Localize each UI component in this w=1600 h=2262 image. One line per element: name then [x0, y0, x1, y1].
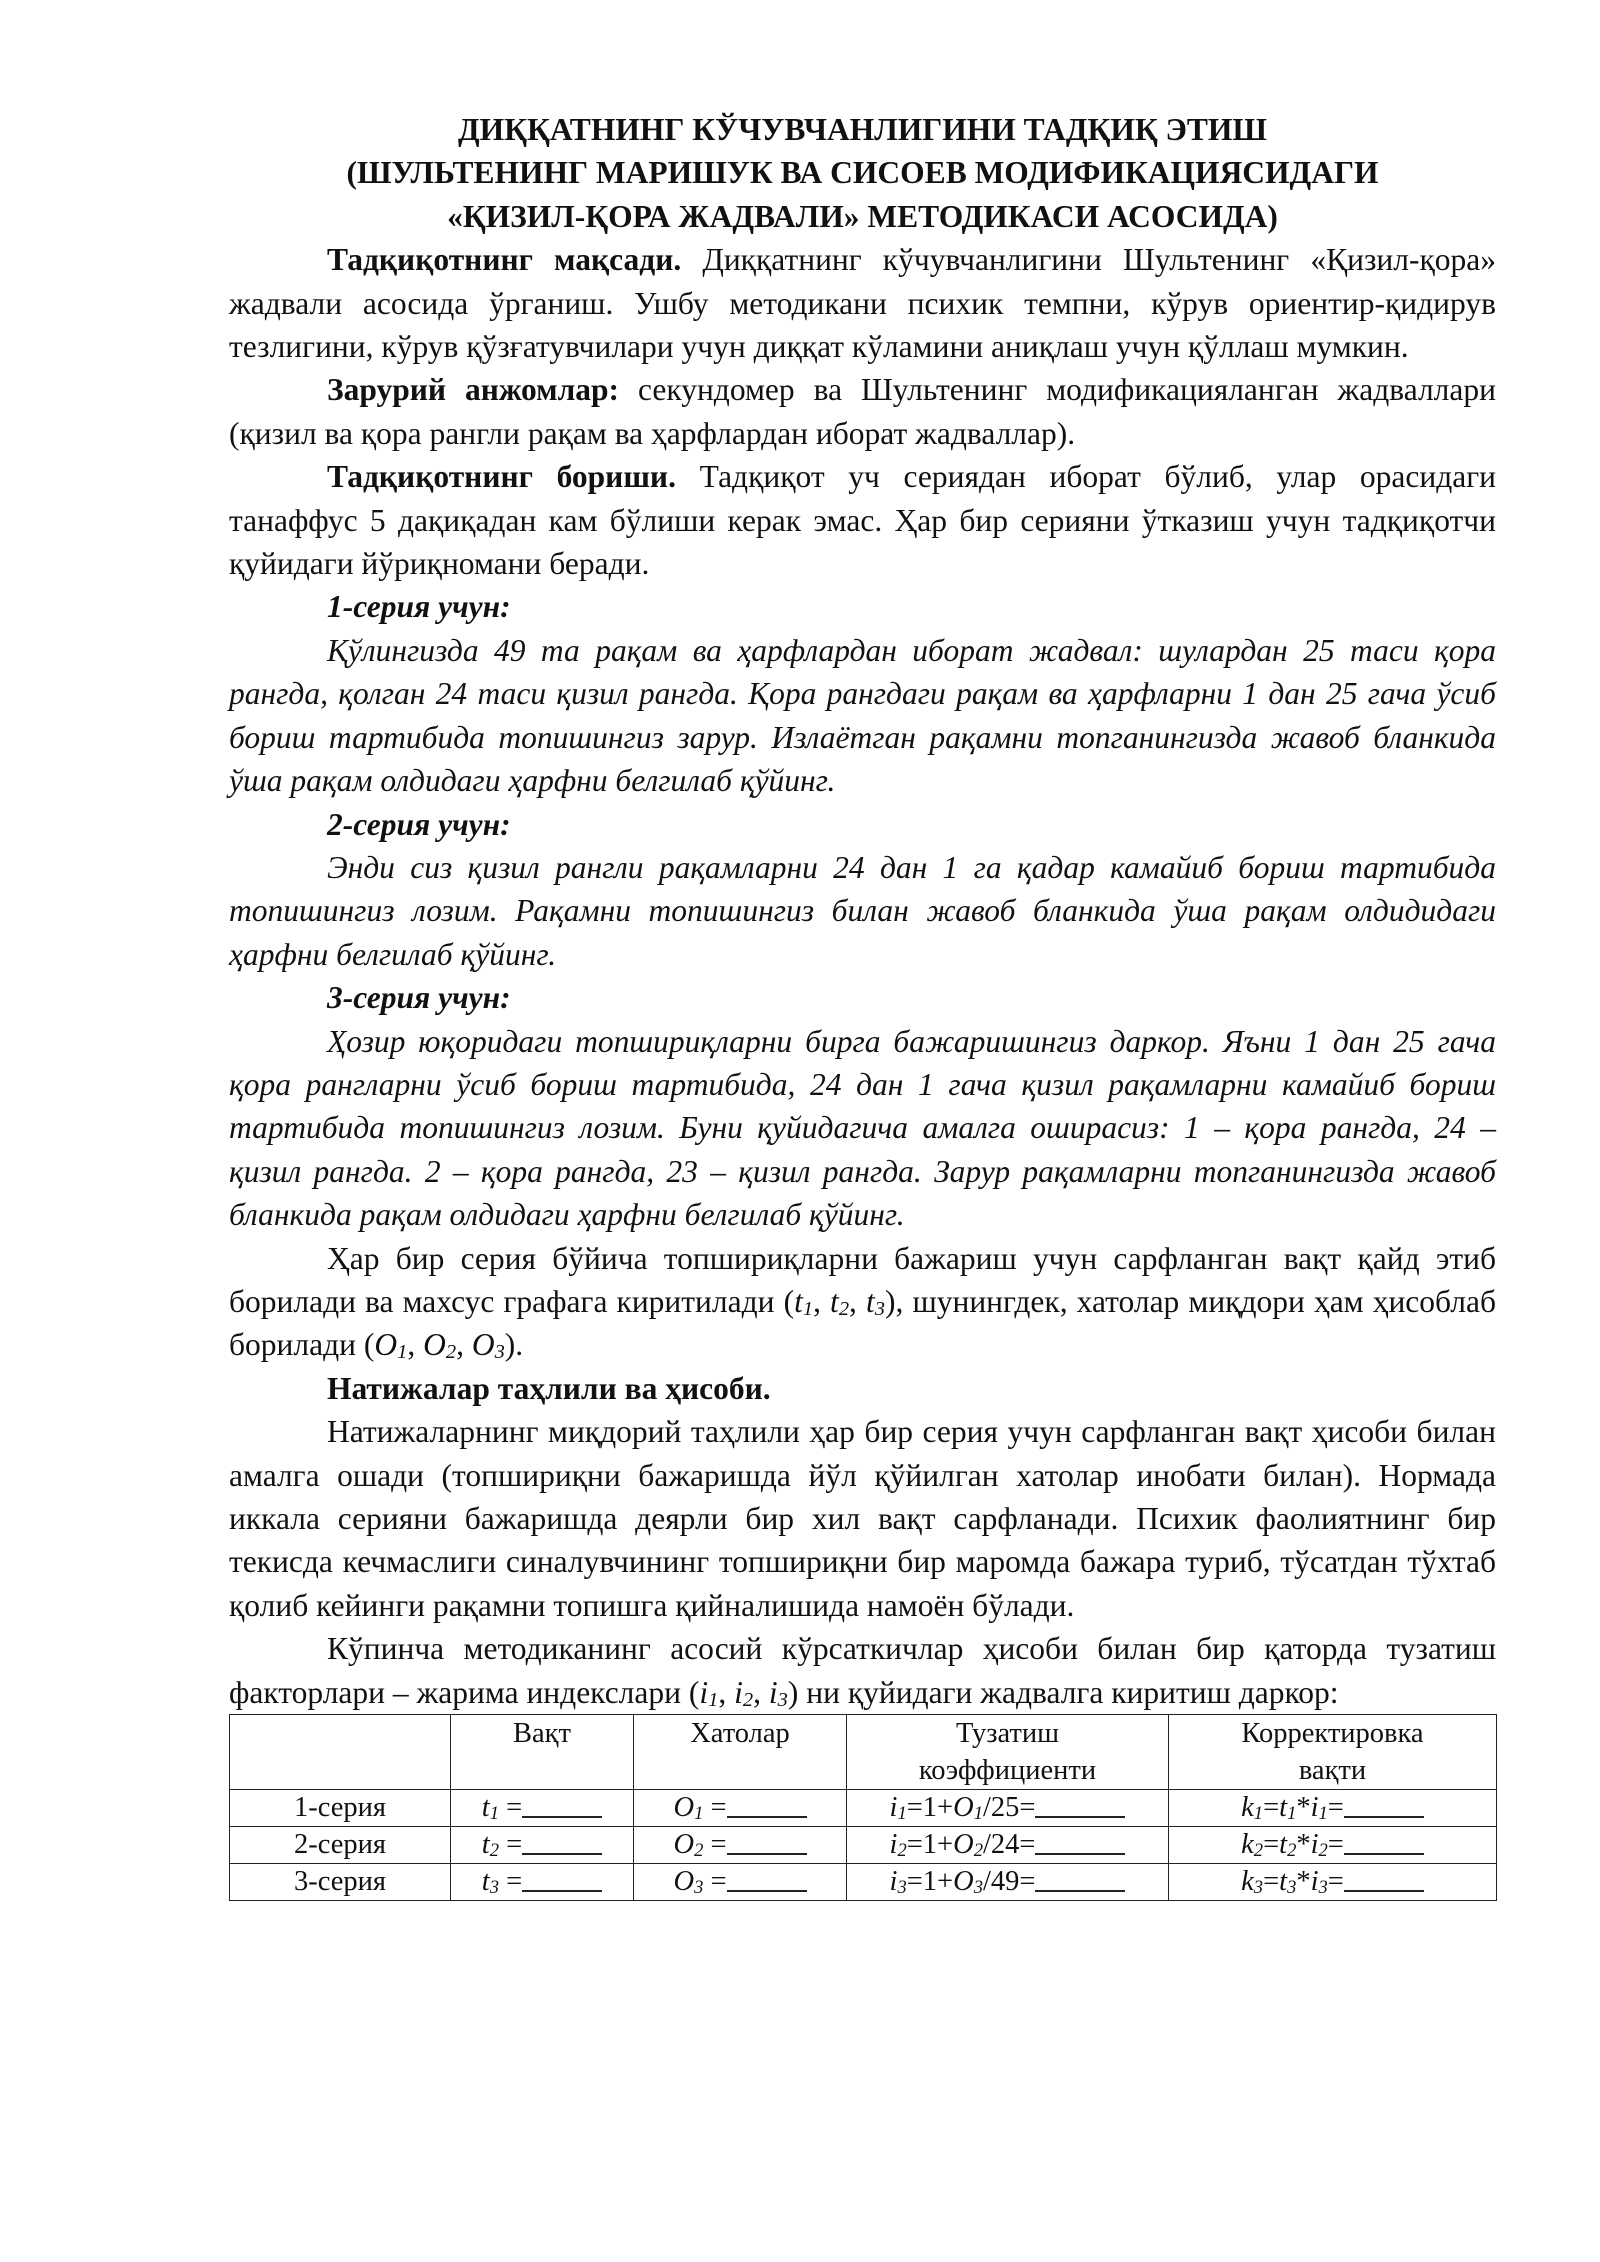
results-text: Натижаларнинг миқдорий таҳлили ҳар бир серия учун сарфланган вақт ҳисоби билан амалга ошади (топшириқни бажаришда йўл қўйилган хатолар инобати билан). Нормада иккала серияни бажаришда деярли бир хил вақт сарфланади. Психик фаолиятнинг бир текисда кечмаслиги синалувчининг топшириқни бир маромда бажара туриб, тўсатдан тўхтаб қолиб кейинги рақамни топишга қийналишида намоён бўлади. [229, 1414, 1496, 1623]
procedure-text: Тадқиқот уч сериядан иборат бўлиб, улар орасидаги танаффус 5 дақиқадан кам бўлиши керак эмас. Ҳар бир серияни ўтказиш учун тадқиқотчи қуйидаги йўриқномани беради. [229, 459, 1496, 582]
purpose-paragraph [229, 238, 1496, 368]
var-i1: $i_1$ [699, 1674, 719, 1711]
series-1-heading: 1-серия учун: [327, 589, 511, 625]
blank-line [727, 1792, 807, 1818]
purpose-label: Тадқиқотнинг мақсади. [327, 242, 682, 278]
title-line-2: (ШУЛЬТЕНИНГ МАРИШУК ВА СИСОЕВ МОДИФИКАЦИЯСИДАГИ [346, 155, 1379, 191]
factors-text-a: Кўпинча методиканинг асосий кўрсаткичлар ҳисоби билан бир қаторда тузатиш факторлари – жарима индекслари ( [229, 1631, 1496, 1710]
title-line-3: «ҚИЗИЛ-ҚОРА ЖАДВАЛИ» МЕТОДИКАСИ АСОСИДА) [447, 198, 1278, 234]
recording-text-b: ), шунингдек, хатолар миқдори ҳам ҳисоблаб борилади ( [229, 1283, 1497, 1363]
coef-cell: $i_2=1+O_2/24=$ [847, 1827, 1169, 1864]
row-label: 3-серия [230, 1864, 451, 1901]
header-errors: Хатолар [634, 1715, 847, 1790]
time-cell: $t_3$ = [451, 1864, 634, 1901]
corrected-time-cell: $k_3=t_3*i_3=$ [1169, 1864, 1497, 1901]
series-2-text: Энди сиз қизил рангли рақамларни 24 дан 1 га қадар камайиб бориш тартибида топишингиз лозим. Рақамни топишингиз билан жавоб бланкида ўша рақам олдидидаги ҳарфни белгилаб қўйинг. [229, 849, 1496, 972]
series-2-heading: 2-серия учун: [327, 806, 511, 842]
table-row [230, 1790, 1497, 1827]
blank-line [727, 1829, 807, 1855]
header-time: Вақт [451, 1715, 634, 1790]
var-t1: $t_1$ [794, 1283, 814, 1320]
purpose-text: Диққатнинг кўчувчанлигини Шультенинг «Қизил-қора» жадвали асосида ўрганиш. Ушбу методикани психик темпни, кўрув ориентир-қидирув тезлигини, кўрув қўзғатувчилари учун диққат кўламини аниқлаш учун қўллаш мумкин. [229, 242, 1496, 365]
procedure-label: Тадқиқотнинг бориши. [327, 459, 676, 495]
blank-line [522, 1829, 602, 1855]
var-t2: $t_2$ [830, 1283, 850, 1320]
factors-text-b: ) ни қуйидаги жадвалга киритиш даркор: [787, 1674, 1339, 1710]
blank-line [522, 1792, 602, 1818]
errors-cell: $O_1$ = [634, 1790, 847, 1827]
series-1-text: Қўлингизда 49 та рақам ва ҳарфлардан иборат жадвал: шулардан 25 таси қора рангда, қолган 24 таси қизил рангда. Қора рангдаги рақам ва ҳарфларни 1 дан 25 гача ўсиб бориш тартибида топишингиз зарур. Излаётган рақамни топганингизда жавоб бланкида ўша рақам олдидаги ҳарфни белгилаб қўйинг. [229, 632, 1496, 799]
time-cell: $t_2$ = [451, 1827, 634, 1864]
blank-line [1035, 1866, 1125, 1892]
blank-line [522, 1866, 602, 1892]
series-3-heading: 3-серия учун: [327, 980, 511, 1016]
blank-line [1344, 1829, 1424, 1855]
errors-cell: $O_3$ = [634, 1864, 847, 1901]
title-line-1: ДИҚҚАТНИНГ КЎЧУВЧАНЛИГИНИ ТАДҚИҚ ЭТИШ [457, 112, 1268, 147]
var-o3: $O_3$ [471, 1327, 505, 1364]
table-row [230, 1864, 1497, 1901]
header-empty [230, 1715, 451, 1790]
series-3-text: Ҳозир юқоридаги топшириқларни бирга бажаришингиз даркор. Яъни 1 дан 25 гача қора рангларни ўсиб бориш тартибида, 24 дан 1 гача қизил рақамларни камайиб бориш тартибида топишингиз лозим. Буни қуйидагича амалга оширасиз: 1 – қора рангда, 24 – қизил рангда. 2 – қора рангда, 23 – қизил рангда. Зарур рақамларни топганингизда жавоб бланкида рақам олдидаги ҳарфни белгилаб қўйинг. [229, 1023, 1496, 1233]
blank-line [727, 1866, 807, 1892]
procedure-paragraph [229, 455, 1496, 585]
results-table [229, 1714, 1497, 1901]
coef-cell: $i_3=1+O_3/49=$ [847, 1864, 1169, 1901]
document-page [229, 108, 1496, 1901]
blank-line [1035, 1829, 1125, 1855]
time-cell: $t_1$ = [451, 1790, 634, 1827]
header-corrected-time: Корректировка вақти [1169, 1715, 1497, 1790]
var-t3: $t_3$ [866, 1283, 886, 1320]
recording-text-a: Ҳар бир серия бўйича топшириқларни бажариш учун сарфланган вақт қайд этиб борилади ва махсус графага киритилади ( [229, 1240, 1496, 1319]
blank-line [1344, 1792, 1424, 1818]
recording-paragraph: Ҳар бир серия бўйича топшириқларни бажариш учун сарфланган вақт қайд этиб борилади ва махсус графага киритилади ($t_1$, $t_2$, $t_3$), шунингдек, хатолар миқдори ҳам ҳисоблаб борилади ($O_1$, $O_2$, $O_3$). [229, 1240, 1497, 1364]
results-heading: Натижалар таҳлили ва ҳисоби. [327, 1370, 771, 1406]
blank-line [1344, 1866, 1424, 1892]
blank-line [1035, 1792, 1125, 1818]
factors-paragraph: Кўпинча методиканинг асосий кўрсаткичлар ҳисоби билан бир қаторда тузатиш факторлари – жарима индекслари ($i_1$, $i_2$, $i_3$) ни қуйидаги жадвалга киритиш даркор: [229, 1631, 1496, 1711]
header-correction-coef: Тузатиш коэффициенти [847, 1715, 1169, 1790]
corrected-time-cell: $k_2=t_2*i_2=$ [1169, 1827, 1497, 1864]
equipment-text: секундомер ва Шультенинг модификацияланган жадваллари (қизил ва қора рангли рақам ва ҳарфлардан иборат жадваллар). [229, 372, 1496, 451]
row-label: 1-серия [230, 1790, 451, 1827]
var-i3: $i_3$ [768, 1674, 788, 1711]
var-o2: $O_2$ [423, 1327, 457, 1364]
row-label: 2-серия [230, 1827, 451, 1864]
var-i2: $i_2$ [734, 1674, 754, 1711]
document-title [229, 108, 1496, 238]
coef-cell: $i_1=1+O_1/25=$ [847, 1790, 1169, 1827]
corrected-time-cell: $k_1=t_1*i_1=$ [1169, 1790, 1497, 1827]
errors-cell: $O_2$ = [634, 1827, 847, 1864]
var-o1: $O_1$ [374, 1327, 408, 1364]
equipment-label: Зарурий анжомлар: [327, 372, 620, 408]
equipment-paragraph [229, 368, 1496, 455]
table-header-row [230, 1715, 1497, 1790]
table-row [230, 1827, 1497, 1864]
